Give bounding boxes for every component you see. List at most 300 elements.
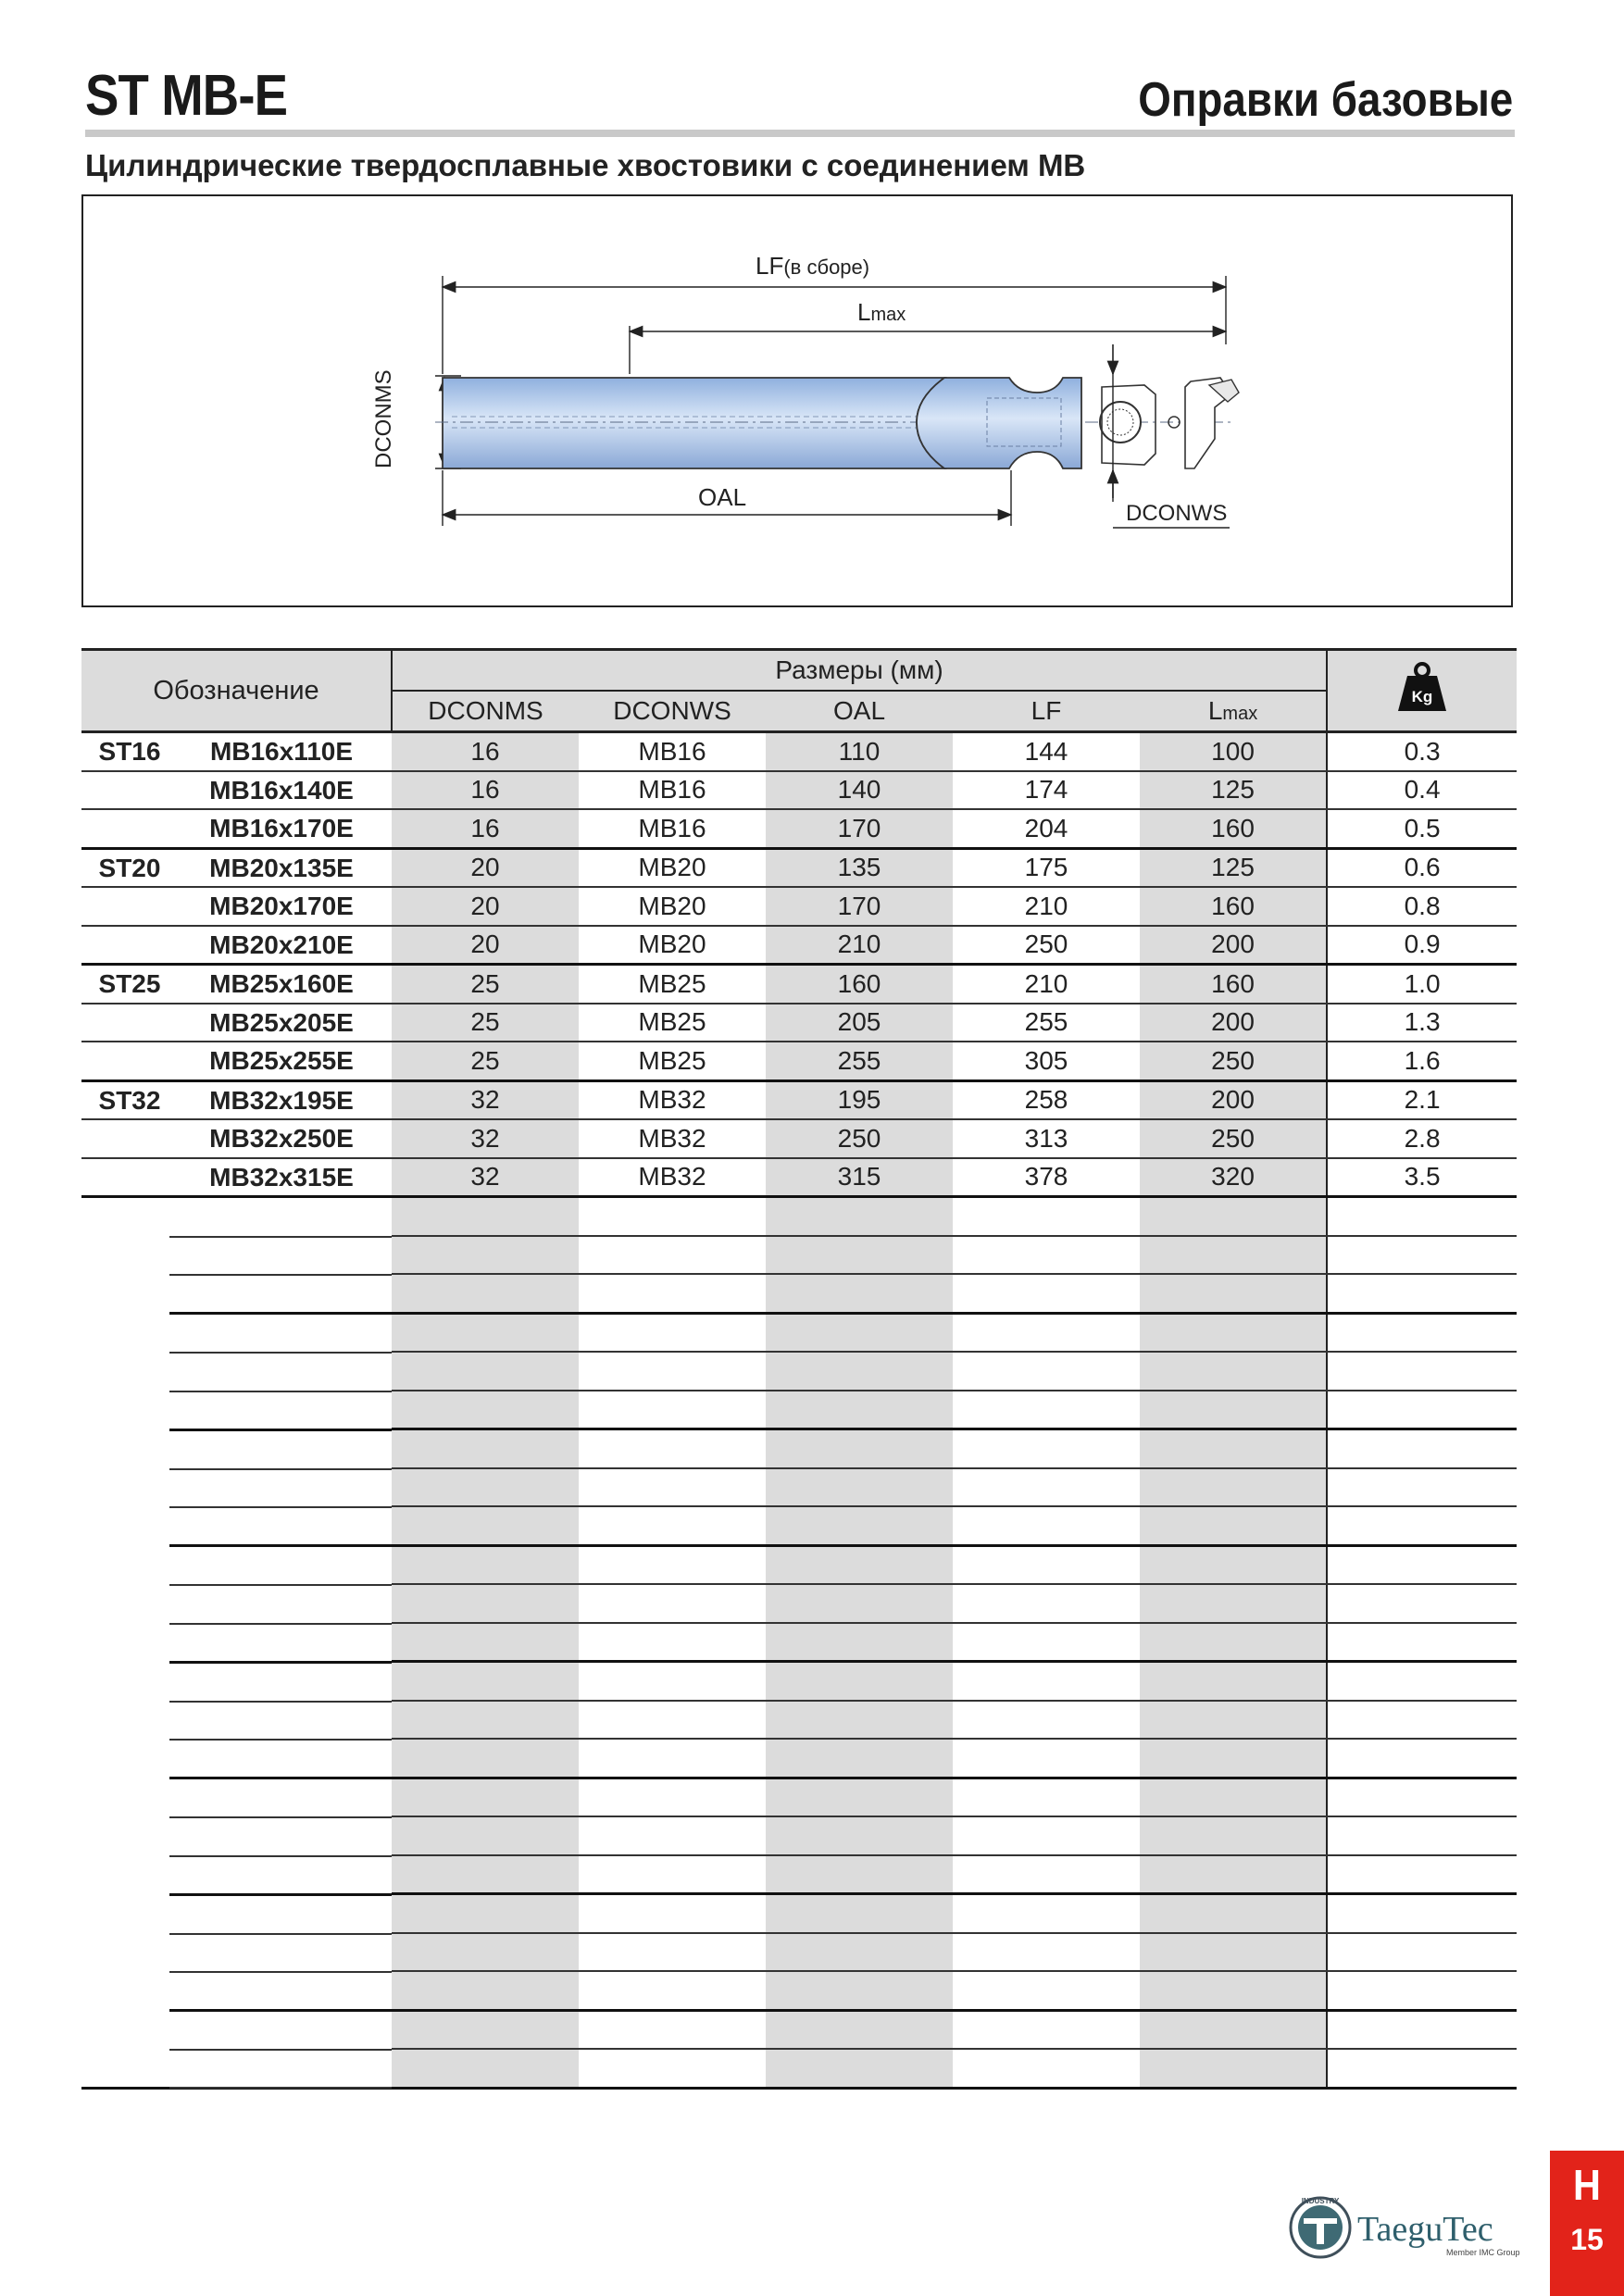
- cell-lmax: 200: [1140, 926, 1327, 965]
- cell-lf: [953, 1197, 1140, 1236]
- cell-dconws: [579, 1816, 766, 1855]
- cell-dconws: [579, 2010, 766, 2049]
- cell-lmax: 250: [1140, 1119, 1327, 1158]
- cell-lf: 210: [953, 887, 1140, 926]
- cell-lf: 210: [953, 965, 1140, 1004]
- designation-cell: [81, 2010, 392, 2049]
- cell-dconws: [579, 1739, 766, 1778]
- cell-lmax: [1140, 1545, 1327, 1584]
- empty-table-row: [81, 1662, 1517, 1701]
- cell-lf: [953, 1933, 1140, 1972]
- cell-kg: 1.0: [1327, 965, 1517, 1004]
- designation-cell: [81, 887, 392, 926]
- cell-dconws: MB20: [579, 926, 766, 965]
- designation-cell: [81, 1391, 392, 1429]
- empty-table-row: [81, 1623, 1517, 1662]
- cell-dconms: [392, 1623, 579, 1662]
- item-code: [169, 1198, 392, 1238]
- cell-lf: [953, 1623, 1140, 1662]
- cell-lf: [953, 1584, 1140, 1623]
- cell-lmax: [1140, 1313, 1327, 1352]
- cell-lmax: [1140, 1352, 1327, 1391]
- cell-lmax: [1140, 1274, 1327, 1313]
- cell-kg: [1327, 1623, 1517, 1662]
- item-code: MB16x140E: [169, 772, 392, 811]
- table-row: [81, 848, 1517, 887]
- cell-lf: [953, 1468, 1140, 1507]
- cell-dconws: [579, 1545, 766, 1584]
- cell-oal: 135: [766, 848, 953, 887]
- cell-lf: [953, 1816, 1140, 1855]
- item-code: [169, 1545, 392, 1586]
- cell-oal: [766, 1778, 953, 1816]
- spec-table: [81, 648, 1517, 2090]
- cell-kg: 1.3: [1327, 1004, 1517, 1042]
- cell-dconws: [579, 1274, 766, 1313]
- cell-dconws: [579, 1623, 766, 1662]
- empty-table-row: [81, 1971, 1517, 2010]
- table-row: [81, 1042, 1517, 1080]
- svg-text:Member IMC Group: Member IMC Group: [1446, 2248, 1520, 2257]
- empty-table-row: [81, 1506, 1517, 1545]
- table-row: [81, 809, 1517, 848]
- designation-header: Обозначение: [81, 650, 392, 732]
- cell-oal: [766, 1313, 953, 1352]
- cell-lf: 378: [953, 1158, 1140, 1197]
- cell-dconms: 16: [392, 809, 579, 848]
- designation-cell: [81, 1855, 392, 1894]
- cell-lmax: [1140, 1429, 1327, 1468]
- cell-oal: [766, 1662, 953, 1701]
- group-code: ST25: [98, 969, 161, 998]
- empty-table-row: [81, 1545, 1517, 1584]
- cell-dconms: [392, 2049, 579, 2088]
- item-code: MB16x170E: [209, 814, 354, 842]
- item-code: [169, 1429, 392, 1470]
- cell-kg: [1327, 1971, 1517, 2010]
- cell-kg: 0.6: [1327, 848, 1517, 887]
- item-code: [169, 1236, 392, 1277]
- empty-table-row: [81, 1701, 1517, 1740]
- cell-lf: 258: [953, 1080, 1140, 1119]
- cell-oal: [766, 1894, 953, 1933]
- dimensions-header: Размеры (мм): [392, 650, 1327, 692]
- cell-lmax: 125: [1140, 848, 1327, 887]
- cell-lf: [953, 1778, 1140, 1816]
- cell-oal: [766, 1352, 953, 1391]
- cell-oal: [766, 1855, 953, 1894]
- technical-drawing: [81, 194, 1513, 607]
- cell-dconws: [579, 1933, 766, 1972]
- col-oal-header: OAL: [766, 691, 953, 732]
- designation-cell: [81, 1662, 392, 1701]
- page-subtitle: Цилиндрические твердосплавные хвостовики с соединением MB: [85, 148, 1086, 182]
- designation-cell: [81, 1971, 392, 2010]
- cell-oal: [766, 1197, 953, 1236]
- empty-table-row: [81, 1894, 1517, 1933]
- cell-dconms: [392, 1894, 579, 1933]
- cell-kg: 1.6: [1327, 1042, 1517, 1080]
- cell-dconms: 20: [392, 926, 579, 965]
- cell-lf: 305: [953, 1042, 1140, 1080]
- cell-oal: 315: [766, 1158, 953, 1197]
- item-code: [169, 1391, 392, 1431]
- item-code: [169, 1855, 392, 1896]
- item-code: [169, 1623, 392, 1664]
- group-code: ST16: [98, 737, 161, 766]
- item-code: [169, 1816, 392, 1857]
- cell-dconms: [392, 1584, 579, 1623]
- designation-cell: [81, 1158, 392, 1197]
- item-code: [169, 1352, 392, 1392]
- dconms-label: DCONMS: [371, 369, 396, 468]
- spec-table-body: [81, 732, 1517, 2089]
- cell-kg: [1327, 1855, 1517, 1894]
- cell-lmax: [1140, 2010, 1327, 2049]
- page-title: ST MB-E: [85, 64, 288, 128]
- designation-cell: [81, 732, 392, 771]
- designation-cell: [81, 1623, 392, 1662]
- item-code: MB20x170E: [169, 888, 392, 927]
- cell-lmax: 250: [1140, 1042, 1327, 1080]
- cell-lmax: [1140, 1816, 1327, 1855]
- cell-lmax: 160: [1140, 887, 1327, 926]
- cell-dconws: MB16: [579, 771, 766, 810]
- cell-dconms: [392, 1701, 579, 1740]
- cell-oal: 170: [766, 809, 953, 848]
- table-row: [81, 771, 1517, 810]
- cell-dconws: [579, 1855, 766, 1894]
- cell-kg: 0.8: [1327, 887, 1517, 926]
- cell-lmax: 125: [1140, 771, 1327, 810]
- cell-dconws: MB20: [579, 848, 766, 887]
- item-code: MB20x210E: [209, 930, 354, 959]
- svg-text:Kg: Kg: [1411, 688, 1433, 705]
- cell-dconms: [392, 1816, 579, 1855]
- item-code: MB16x110E: [169, 733, 392, 772]
- empty-table-row: [81, 1468, 1517, 1507]
- col-lf-header: LF: [953, 691, 1140, 732]
- designation-cell: [81, 1004, 392, 1042]
- item-code: MB25x160E: [169, 966, 392, 1004]
- cell-oal: 205: [766, 1004, 953, 1042]
- cell-dconms: [392, 1274, 579, 1313]
- category-title: Оправки базовые: [1137, 73, 1513, 127]
- item-code: MB32x195E: [169, 1082, 392, 1121]
- cell-dconms: [392, 1429, 579, 1468]
- cell-dconms: 25: [392, 1004, 579, 1042]
- designation-cell: [81, 1701, 392, 1740]
- designation-cell: [81, 1778, 392, 1816]
- cell-dconws: [579, 1468, 766, 1507]
- cell-lf: 250: [953, 926, 1140, 965]
- cell-dconms: 20: [392, 887, 579, 926]
- cell-kg: 0.9: [1327, 926, 1517, 965]
- cell-oal: [766, 1274, 953, 1313]
- cell-lmax: [1140, 1739, 1327, 1778]
- cell-dconms: [392, 1352, 579, 1391]
- cell-lf: 204: [953, 809, 1140, 848]
- cell-lf: [953, 1429, 1140, 1468]
- cell-lf: [953, 1855, 1140, 1894]
- cell-lf: 313: [953, 1119, 1140, 1158]
- item-code: [169, 2049, 392, 2089]
- cell-dconws: [579, 1778, 766, 1816]
- cell-kg: 0.4: [1327, 771, 1517, 810]
- weight-header: [1327, 650, 1517, 732]
- cell-oal: 160: [766, 965, 953, 1004]
- cell-lf: [953, 1971, 1140, 2010]
- cell-dconms: 32: [392, 1158, 579, 1197]
- empty-table-row: [81, 1313, 1517, 1352]
- cell-oal: [766, 1429, 953, 1468]
- item-code: [169, 1313, 392, 1354]
- empty-table-row: [81, 1855, 1517, 1894]
- cell-dconws: [579, 1701, 766, 1740]
- cell-dconms: [392, 1468, 579, 1507]
- cell-dconms: [392, 1971, 579, 2010]
- item-code: [169, 1739, 392, 1779]
- cell-kg: 2.1: [1327, 1080, 1517, 1119]
- cell-lmax: 160: [1140, 809, 1327, 848]
- cell-dconms: [392, 1197, 579, 1236]
- cell-oal: [766, 1623, 953, 1662]
- cell-dconws: [579, 1429, 766, 1468]
- cell-dconws: MB16: [579, 732, 766, 771]
- cell-lmax: 320: [1140, 1158, 1327, 1197]
- cell-lmax: [1140, 2049, 1327, 2088]
- cell-kg: [1327, 1739, 1517, 1778]
- cell-kg: 2.8: [1327, 1119, 1517, 1158]
- group-code: ST32: [98, 1085, 161, 1115]
- cell-kg: [1327, 1894, 1517, 1933]
- cell-lf: 175: [953, 848, 1140, 887]
- group-code: ST20: [98, 853, 161, 882]
- cell-oal: 255: [766, 1042, 953, 1080]
- table-row: [81, 926, 1517, 965]
- item-code: [169, 1274, 392, 1315]
- cell-oal: 110: [766, 732, 953, 771]
- cell-lmax: [1140, 1662, 1327, 1701]
- dconws-label: DCONWS: [1126, 501, 1228, 526]
- designation-cell: [81, 1816, 392, 1855]
- empty-table-row: [81, 2010, 1517, 2049]
- designation-cell: [81, 771, 392, 810]
- cell-lmax: [1140, 1506, 1327, 1545]
- table-row: [81, 1119, 1517, 1158]
- cell-lf: [953, 1352, 1140, 1391]
- cell-lmax: [1140, 1391, 1327, 1429]
- empty-table-row: [81, 1584, 1517, 1623]
- cell-kg: [1327, 2049, 1517, 2088]
- cell-dconms: 32: [392, 1080, 579, 1119]
- empty-table-row: [81, 1933, 1517, 1972]
- item-code: MB25x255E: [209, 1046, 354, 1075]
- cell-dconws: [579, 1584, 766, 1623]
- cell-dconms: [392, 1778, 579, 1816]
- cell-dconms: 25: [392, 1042, 579, 1080]
- cell-kg: [1327, 1352, 1517, 1391]
- designation-cell: [81, 1468, 392, 1507]
- title-divider: [85, 130, 1515, 137]
- designation-cell: [81, 1933, 392, 1972]
- cell-kg: [1327, 1236, 1517, 1275]
- item-code: MB32x250E: [169, 1120, 392, 1159]
- cell-lf: [953, 2010, 1140, 2049]
- designation-cell: [81, 1274, 392, 1313]
- cell-kg: 3.5: [1327, 1158, 1517, 1197]
- cell-kg: [1327, 1584, 1517, 1623]
- empty-table-row: [81, 1352, 1517, 1391]
- cell-lmax: 160: [1140, 965, 1327, 1004]
- designation-cell: [81, 1197, 392, 1236]
- designation-cell: [81, 1119, 392, 1158]
- cell-dconms: [392, 1506, 579, 1545]
- item-code: [169, 1933, 392, 1974]
- shank-diagram: [83, 196, 1515, 609]
- cell-oal: [766, 1701, 953, 1740]
- cell-kg: [1327, 1933, 1517, 1972]
- item-code: [169, 1894, 392, 1935]
- designation-cell: [81, 1506, 392, 1545]
- cell-dconws: [579, 1313, 766, 1352]
- cell-dconms: 20: [392, 848, 579, 887]
- cell-dconms: [392, 1662, 579, 1701]
- designation-cell: [81, 848, 392, 887]
- cell-lf: [953, 1662, 1140, 1701]
- cell-lf: [953, 1236, 1140, 1275]
- table-row: [81, 887, 1517, 926]
- designation-cell: [81, 809, 392, 848]
- cell-lmax: 100: [1140, 732, 1327, 771]
- cell-lf: [953, 2049, 1140, 2088]
- oal-label: OAL: [698, 483, 747, 511]
- cell-oal: [766, 1236, 953, 1275]
- cell-oal: [766, 1468, 953, 1507]
- designation-cell: [81, 1236, 392, 1275]
- cell-oal: 195: [766, 1080, 953, 1119]
- cell-kg: [1327, 1197, 1517, 1236]
- svg-text:INDUSTRY: INDUSTRY: [1301, 2197, 1340, 2205]
- cell-lmax: [1140, 1468, 1327, 1507]
- section-letter: H: [1573, 2161, 1601, 2209]
- cell-dconms: [392, 1313, 579, 1352]
- connection-head: [917, 378, 1081, 468]
- cell-kg: [1327, 1662, 1517, 1701]
- cell-oal: [766, 1971, 953, 2010]
- cell-lmax: [1140, 1778, 1327, 1816]
- cell-dconms: 25: [392, 965, 579, 1004]
- cell-lmax: 200: [1140, 1004, 1327, 1042]
- col-lmax-header: Lmax: [1140, 691, 1327, 732]
- lf-label: LF(в сборе): [756, 252, 870, 280]
- cell-oal: [766, 2010, 953, 2049]
- item-code: [169, 1468, 392, 1509]
- cell-lmax: [1140, 1894, 1327, 1933]
- cell-lf: [953, 1313, 1140, 1352]
- cell-dconms: [392, 1739, 579, 1778]
- cell-dconws: [579, 1236, 766, 1275]
- cell-kg: [1327, 1313, 1517, 1352]
- item-code: MB32x315E: [209, 1162, 354, 1192]
- screw-head: [1100, 402, 1141, 443]
- cell-lf: [953, 1391, 1140, 1429]
- cell-lmax: [1140, 1701, 1327, 1740]
- designation-cell: [81, 1042, 392, 1080]
- cell-lf: [953, 1274, 1140, 1313]
- cell-lf: [953, 1701, 1140, 1740]
- cell-lf: [953, 1894, 1140, 1933]
- cell-oal: [766, 1584, 953, 1623]
- designation-cell: [81, 1313, 392, 1352]
- item-code: [169, 1584, 392, 1625]
- cell-oal: 250: [766, 1119, 953, 1158]
- shank-body: [443, 378, 944, 468]
- designation-cell: [81, 1545, 392, 1584]
- cell-lmax: [1140, 1971, 1327, 2010]
- col-dconws-header: DCONWS: [579, 691, 766, 732]
- designation-cell: [81, 1080, 392, 1119]
- cell-lmax: [1140, 1197, 1327, 1236]
- cell-oal: [766, 1545, 953, 1584]
- cell-kg: [1327, 1816, 1517, 1855]
- designation-cell: [81, 1584, 392, 1623]
- cell-dconms: [392, 1391, 579, 1429]
- empty-table-row: [81, 1391, 1517, 1429]
- item-code: MB20x135E: [169, 850, 392, 889]
- cell-lf: 144: [953, 732, 1140, 771]
- empty-table-row: [81, 1739, 1517, 1778]
- designation-cell: [81, 1429, 392, 1468]
- cell-oal: 170: [766, 887, 953, 926]
- empty-table-row: [81, 1778, 1517, 1816]
- cell-lmax: [1140, 1623, 1327, 1662]
- cell-kg: [1327, 1429, 1517, 1468]
- cell-kg: [1327, 1274, 1517, 1313]
- item-code: [169, 1701, 392, 1741]
- cell-lmax: [1140, 1584, 1327, 1623]
- cell-dconms: [392, 1545, 579, 1584]
- cell-dconws: MB32: [579, 1080, 766, 1119]
- item-code: [169, 1662, 392, 1703]
- empty-table-row: [81, 1197, 1517, 1236]
- cell-oal: [766, 1816, 953, 1855]
- cell-kg: [1327, 1468, 1517, 1507]
- designation-cell: [81, 1894, 392, 1933]
- designation-cell: [81, 2049, 392, 2088]
- cell-dconms: 32: [392, 1119, 579, 1158]
- designation-cell: [81, 1352, 392, 1391]
- empty-table-row: [81, 2049, 1517, 2088]
- cell-oal: [766, 1506, 953, 1545]
- cell-dconws: MB32: [579, 1119, 766, 1158]
- cell-lmax: [1140, 1236, 1327, 1275]
- cell-dconws: MB32: [579, 1158, 766, 1197]
- cell-dconws: MB25: [579, 1004, 766, 1042]
- page-number: 15: [1570, 2223, 1604, 2256]
- cell-lf: [953, 1545, 1140, 1584]
- col-dconms-header: DCONMS: [392, 691, 579, 732]
- table-row: [81, 732, 1517, 771]
- cell-oal: [766, 1391, 953, 1429]
- table-row: [81, 1004, 1517, 1042]
- empty-table-row: [81, 1429, 1517, 1468]
- designation-cell: [81, 1739, 392, 1778]
- designation-cell: [81, 926, 392, 965]
- cell-oal: [766, 1739, 953, 1778]
- table-row: [81, 1080, 1517, 1119]
- cell-lf: [953, 1739, 1140, 1778]
